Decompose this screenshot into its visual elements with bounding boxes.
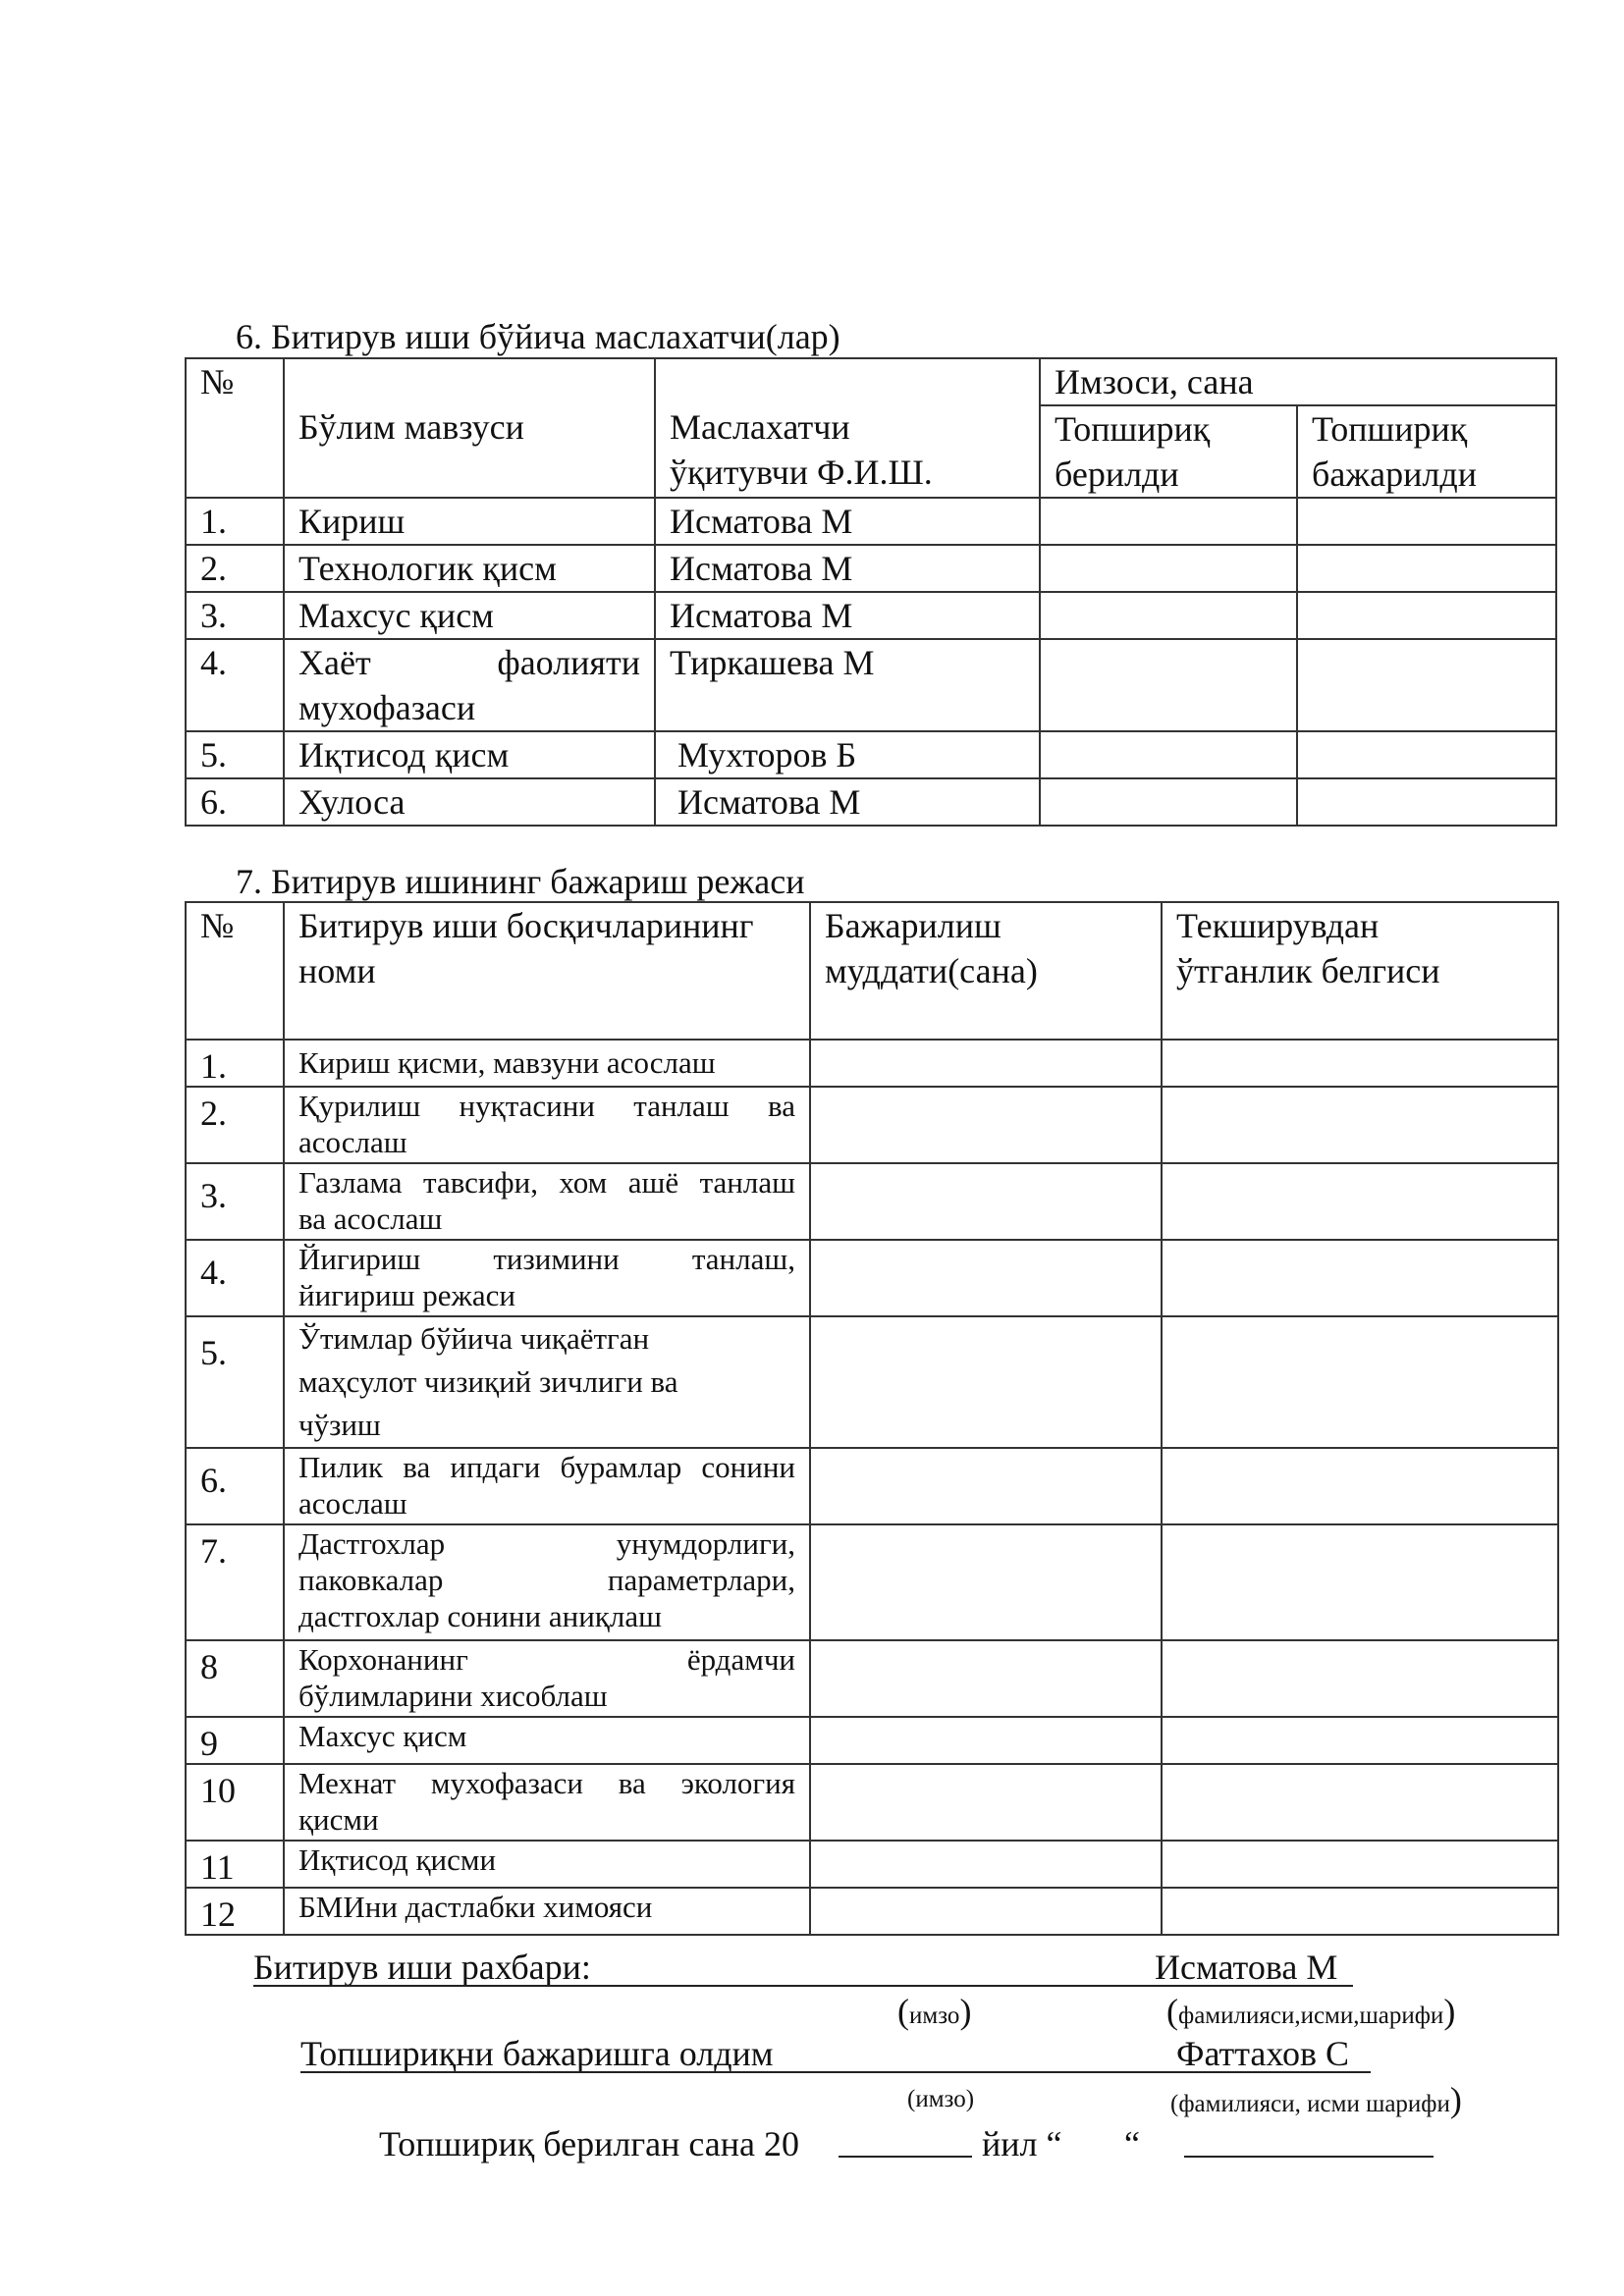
- row-stage-line: БМИни дастлабки химояси: [298, 1890, 653, 1924]
- row-deadline-cell[interactable]: [810, 1240, 1162, 1316]
- row-deadline-cell[interactable]: [810, 1448, 1162, 1524]
- table-row: [186, 498, 1556, 545]
- row-check-cell[interactable]: [1162, 1040, 1558, 1087]
- header-deadline-line2: муддати(сана): [825, 951, 1038, 990]
- name-hint-2-text: (фамилияси, исми шарифи: [1170, 2091, 1450, 2117]
- row-done-cell[interactable]: [1297, 778, 1556, 826]
- row-advisor: Исматова М: [655, 778, 1040, 826]
- header-done: [1297, 405, 1556, 498]
- row-given-cell[interactable]: [1040, 498, 1297, 545]
- accepted-label: Топшириқни бажаришга олдим: [300, 2034, 774, 2073]
- header-done-line1: Топшириқ: [1312, 409, 1468, 449]
- row-deadline-cell[interactable]: [810, 1841, 1162, 1888]
- row-num: 12: [186, 1888, 284, 1935]
- row-stage-line: маҳсулот чизиқий зичлиги ва: [298, 1364, 678, 1399]
- row-stage: [284, 1240, 810, 1316]
- row-check-cell[interactable]: [1162, 1087, 1558, 1163]
- row-topic: Хулоса: [284, 778, 655, 826]
- row-check-cell[interactable]: [1162, 1888, 1558, 1935]
- table-row: [186, 1524, 1558, 1640]
- header-advisor-line2: ўқитувчи Ф.И.Ш.: [670, 453, 933, 492]
- row-stage-line: бўлимларини хисоблаш: [298, 1679, 608, 1713]
- row-done-cell[interactable]: [1297, 545, 1556, 592]
- row-num: 11: [186, 1841, 284, 1888]
- section7-title: 7. Битирув ишининг бажариш режаси: [236, 862, 805, 901]
- supervisor-underline: [253, 1985, 1353, 1987]
- name-hint-2: (фамилияси, исми шарифи): [1170, 2080, 1462, 2119]
- header-topic: [284, 358, 655, 498]
- table-row: [186, 1240, 1558, 1316]
- table-row: [186, 1640, 1558, 1717]
- row-given-cell[interactable]: [1040, 592, 1297, 639]
- row-check-cell[interactable]: [1162, 1448, 1558, 1524]
- schedule-table: [185, 901, 1559, 1936]
- header-stage: [284, 902, 810, 1040]
- row-stage-line: қисми: [298, 1802, 379, 1837]
- row-given-cell[interactable]: [1040, 731, 1297, 778]
- table-row: [186, 1717, 1558, 1764]
- row-stage-line: Иқтисод қисми: [298, 1842, 497, 1877]
- row-stage: [284, 1764, 810, 1841]
- row-num: 3.: [186, 592, 284, 639]
- table-row: [186, 1841, 1558, 1888]
- row-stage-line: Ўтимлар бўйича чиқаётган: [298, 1321, 650, 1356]
- row-topic: Иқтисод қисм: [284, 731, 655, 778]
- row-stage-line: Мехнат мухофазаси ва экология: [298, 1766, 795, 1800]
- row-stage-line: Йигириш тизимини танлаш,: [298, 1242, 795, 1276]
- row-stage-line: Дастгохлар унумдорлиги,: [298, 1526, 795, 1561]
- row-stage-line: чўзиш: [298, 1408, 381, 1442]
- header-check-line2: ўтганлик белгиси: [1176, 951, 1440, 990]
- row-num: 4.: [186, 639, 284, 731]
- table-row: [186, 545, 1556, 592]
- row-topic: Технологик қисм: [284, 545, 655, 592]
- row-deadline-cell[interactable]: [810, 1717, 1162, 1764]
- row-stage-line: Пилик ва ипдаги бурамлар сонини: [298, 1450, 795, 1484]
- advisors-table: [185, 357, 1557, 827]
- row-num: 2.: [186, 545, 284, 592]
- row-num: 6.: [186, 778, 284, 826]
- row-stage-line: асослаш: [298, 1125, 407, 1159]
- row-topic-line1: Хаёт фаолияти: [298, 643, 640, 682]
- header-topic-text: Бўлим мавзуси: [298, 407, 524, 447]
- row-stage-line: Корхонанинг ёрдамчи: [298, 1642, 795, 1677]
- row-advisor: Тиркашева М: [655, 639, 1040, 731]
- row-num: 7.: [186, 1524, 284, 1640]
- date-year-blank[interactable]: [839, 2156, 972, 2158]
- student-name: Фаттахов С: [1176, 2034, 1350, 2073]
- header-num: №: [186, 902, 284, 1040]
- row-deadline-cell[interactable]: [810, 1640, 1162, 1717]
- row-check-cell[interactable]: [1162, 1764, 1558, 1841]
- date-quote-close: “: [1124, 2124, 1140, 2163]
- table-row: [186, 639, 1556, 731]
- row-stage-line: Газлама тавсифи, хом ашё танлаш: [298, 1165, 795, 1200]
- row-stage-line: йигириш режаси: [298, 1278, 515, 1312]
- row-num: 4.: [186, 1240, 284, 1316]
- row-deadline-cell[interactable]: [810, 1888, 1162, 1935]
- table-row: [186, 1888, 1558, 1935]
- table-row: [186, 778, 1556, 826]
- row-stage: [284, 1040, 810, 1087]
- accepted-underline: [300, 2071, 1371, 2073]
- row-topic: Кириш: [284, 498, 655, 545]
- header-advisor-line1: Маслахатчи: [670, 407, 850, 447]
- row-given-cell[interactable]: [1040, 639, 1297, 731]
- row-check-cell[interactable]: [1162, 1640, 1558, 1717]
- supervisor-label: Битирув иши рахбари:: [253, 1948, 591, 1987]
- row-stage-line: паковкалар параметрлари,: [298, 1563, 795, 1597]
- row-advisor: Исматова М: [655, 592, 1040, 639]
- row-given-cell[interactable]: [1040, 778, 1297, 826]
- header-signature: Имзоси, сана: [1040, 358, 1556, 405]
- row-check-cell[interactable]: [1162, 1163, 1558, 1240]
- row-num: 1.: [186, 498, 284, 545]
- row-stage-line: Қурилиш нуқтасини танлаш ва: [298, 1089, 795, 1123]
- row-done-cell[interactable]: [1297, 498, 1556, 545]
- row-given-cell[interactable]: [1040, 545, 1297, 592]
- row-topic: Махсус қисм: [284, 592, 655, 639]
- row-stage: [284, 1087, 810, 1163]
- row-stage: [284, 1640, 810, 1717]
- date-month-blank[interactable]: [1184, 2156, 1434, 2158]
- table-row: [186, 1040, 1558, 1087]
- row-num: 10: [186, 1764, 284, 1841]
- row-done-cell[interactable]: [1297, 731, 1556, 778]
- row-stage: [284, 1717, 810, 1764]
- row-check-cell[interactable]: [1162, 1316, 1558, 1448]
- header-done-line2: бажарилди: [1312, 454, 1477, 494]
- row-topic-line2: мухофазаси: [298, 688, 476, 727]
- row-stage-line: асослаш: [298, 1486, 407, 1521]
- table-row: [186, 1163, 1558, 1240]
- table-row: [186, 1087, 1558, 1163]
- row-num: 3.: [186, 1163, 284, 1240]
- row-num: 1.: [186, 1040, 284, 1087]
- row-num: 2.: [186, 1087, 284, 1163]
- row-check-cell[interactable]: [1162, 1524, 1558, 1640]
- row-check-cell[interactable]: [1162, 1717, 1558, 1764]
- header-deadline-line1: Бажарилиш: [825, 906, 1001, 945]
- signature-hint-1-text: имзо: [909, 2002, 960, 2029]
- header-stage-line1: Битирув иши босқичларининг: [298, 906, 754, 945]
- header-check: [1162, 902, 1558, 1040]
- row-num: 5.: [186, 1316, 284, 1448]
- row-deadline-cell[interactable]: [810, 1524, 1162, 1640]
- row-stage-line: ва асослаш: [298, 1201, 443, 1236]
- row-stage: [284, 1841, 810, 1888]
- signature-hint-2: (имзо): [907, 2086, 975, 2112]
- row-done-cell[interactable]: [1297, 592, 1556, 639]
- header-given-line2: берилди: [1055, 454, 1179, 494]
- row-advisor: Исматова М: [655, 498, 1040, 545]
- row-deadline-cell[interactable]: [810, 1163, 1162, 1240]
- table-row: [186, 731, 1556, 778]
- row-deadline-cell[interactable]: [810, 1316, 1162, 1448]
- table-row: [186, 592, 1556, 639]
- row-check-cell[interactable]: [1162, 1841, 1558, 1888]
- signature-hint-1: (имзо): [897, 1992, 972, 2031]
- header-advisor: [655, 358, 1040, 498]
- row-advisor: Исматова М: [655, 545, 1040, 592]
- row-advisor: Мухторов Б: [655, 731, 1040, 778]
- row-stage: [284, 1448, 810, 1524]
- row-num: 9: [186, 1717, 284, 1764]
- table-row: [186, 1448, 1558, 1524]
- row-stage: [284, 1888, 810, 1935]
- row-check-cell[interactable]: [1162, 1240, 1558, 1316]
- name-hint-1-text: фамилияси,исми,шарифи: [1178, 2002, 1444, 2029]
- header-stage-line2: номи: [298, 951, 376, 990]
- row-topic: [284, 639, 655, 731]
- supervisor-name: Исматова М: [1155, 1948, 1338, 1987]
- header-deadline: [810, 902, 1162, 1040]
- row-stage: [284, 1524, 810, 1640]
- row-stage-line: Махсус қисм: [298, 1719, 467, 1753]
- section6-title: 6. Битирув иши бўйича маслахатчи(лар): [236, 317, 840, 356]
- date-prefix: Топшириқ берилган сана 20: [379, 2124, 799, 2163]
- row-stage: [284, 1316, 810, 1448]
- name-hint-1: (фамилияси,исми,шарифи): [1166, 1992, 1456, 2031]
- header-given-line1: Топшириқ: [1055, 409, 1211, 449]
- header-given: [1040, 405, 1297, 498]
- date-year-suffix: йил “: [982, 2124, 1062, 2163]
- row-done-cell[interactable]: [1297, 639, 1556, 731]
- row-stage-line: дастгохлар сонини аниқлаш: [298, 1599, 662, 1633]
- row-stage-line: Кириш қисми, мавзуни асослаш: [298, 1045, 716, 1080]
- row-deadline-cell[interactable]: [810, 1087, 1162, 1163]
- row-deadline-cell[interactable]: [810, 1040, 1162, 1087]
- row-num: 6.: [186, 1448, 284, 1524]
- row-num: 5.: [186, 731, 284, 778]
- table-row: [186, 1316, 1558, 1448]
- table-row: [186, 1764, 1558, 1841]
- header-check-line1: Текширувдан: [1176, 906, 1380, 945]
- header-num: №: [186, 358, 284, 498]
- row-stage: [284, 1163, 810, 1240]
- row-deadline-cell[interactable]: [810, 1764, 1162, 1841]
- row-num: 8: [186, 1640, 284, 1717]
